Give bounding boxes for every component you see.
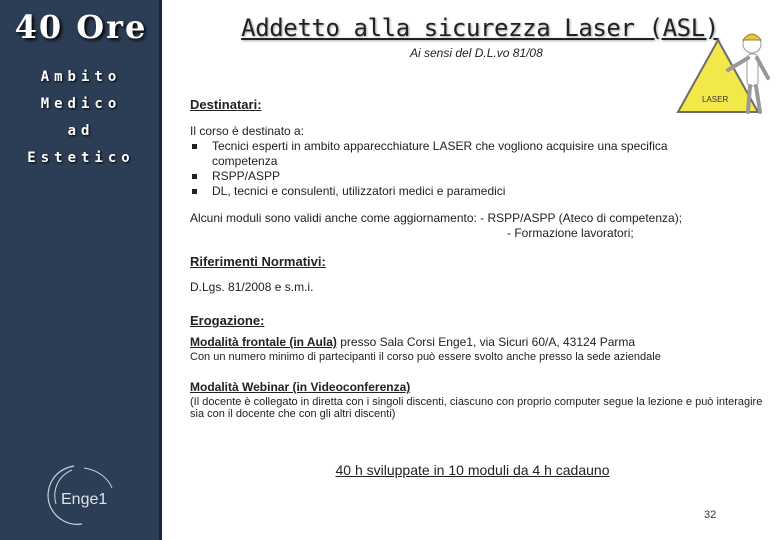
frontale-note: Con un numero minimo di partecipanti il corso può essere svolto anche presso la sede aziendale — [190, 351, 661, 363]
riferimenti-section — [190, 254, 770, 269]
list-item: DL, tecnici e consulenti, utilizzatori medici e paramedici — [190, 184, 730, 199]
erogazione-heading: Erogazione: — [190, 313, 265, 328]
course-area — [0, 64, 162, 172]
course-total: 40 h sviluppate in 10 moduli da 4 h cadauno — [335, 462, 610, 478]
webinar-note: (Il docente è collegato in diretta con i singoli discenti, ciascuno con proprio computer segue la lezione e può interagire sia con il docente che con gli altri discenti) — [190, 396, 763, 420]
frontale-label: Modalità frontale (in Aula) — [190, 335, 337, 349]
area-line: Medico — [40, 96, 122, 112]
logo-text: Enge1 — [61, 491, 108, 508]
erogazione-section — [190, 313, 770, 328]
sidebar — [0, 0, 162, 540]
riferimenti-text: D.Lgs. 81/2008 e s.m.i. — [190, 280, 314, 294]
update-note — [190, 211, 770, 241]
destinatari-heading: Destinatari: — [190, 97, 262, 112]
destinatari-section — [190, 97, 770, 112]
enge1-logo — [34, 460, 124, 530]
webinar-label: Modalità Webinar (in Videoconferenza) — [190, 380, 411, 394]
frontale-line — [190, 335, 770, 350]
area-line: Estetico — [27, 150, 135, 166]
riferimenti-heading: Riferimenti Normativi: — [190, 254, 326, 269]
update-line: - Formazione lavoratori; — [507, 226, 634, 240]
list-item: Tecnici esperti in ambito apparecchiature LASER che vogliono acquisire una specifica competenza — [190, 139, 730, 169]
webinar-line — [190, 380, 770, 395]
area-line: ad — [67, 123, 95, 139]
frontale-text: presso Sala Corsi Enge1, via Sicuri 60/A, 43124 Parma — [336, 335, 636, 349]
course-hours: 40 Ore — [14, 8, 148, 46]
destinatari-intro: Il corso è destinato a: — [190, 124, 305, 138]
update-line: Alcuni moduli sono validi anche come aggiornamento: - RSPP/ASPP (Ateco di competenza); — [190, 211, 683, 225]
destinatari-body — [190, 124, 730, 199]
destinatari-list — [190, 139, 730, 199]
area-line: Ambito — [40, 69, 122, 85]
list-item: RSPP/ASPP — [190, 169, 730, 184]
sign-text: LASER — [702, 95, 729, 104]
page-title: Addetto alla sicurezza Laser (ASL) — [241, 14, 719, 42]
page-subtitle: Ai sensi del D.L.vo 81/08 — [410, 46, 543, 60]
page-number: 32 — [704, 509, 717, 521]
